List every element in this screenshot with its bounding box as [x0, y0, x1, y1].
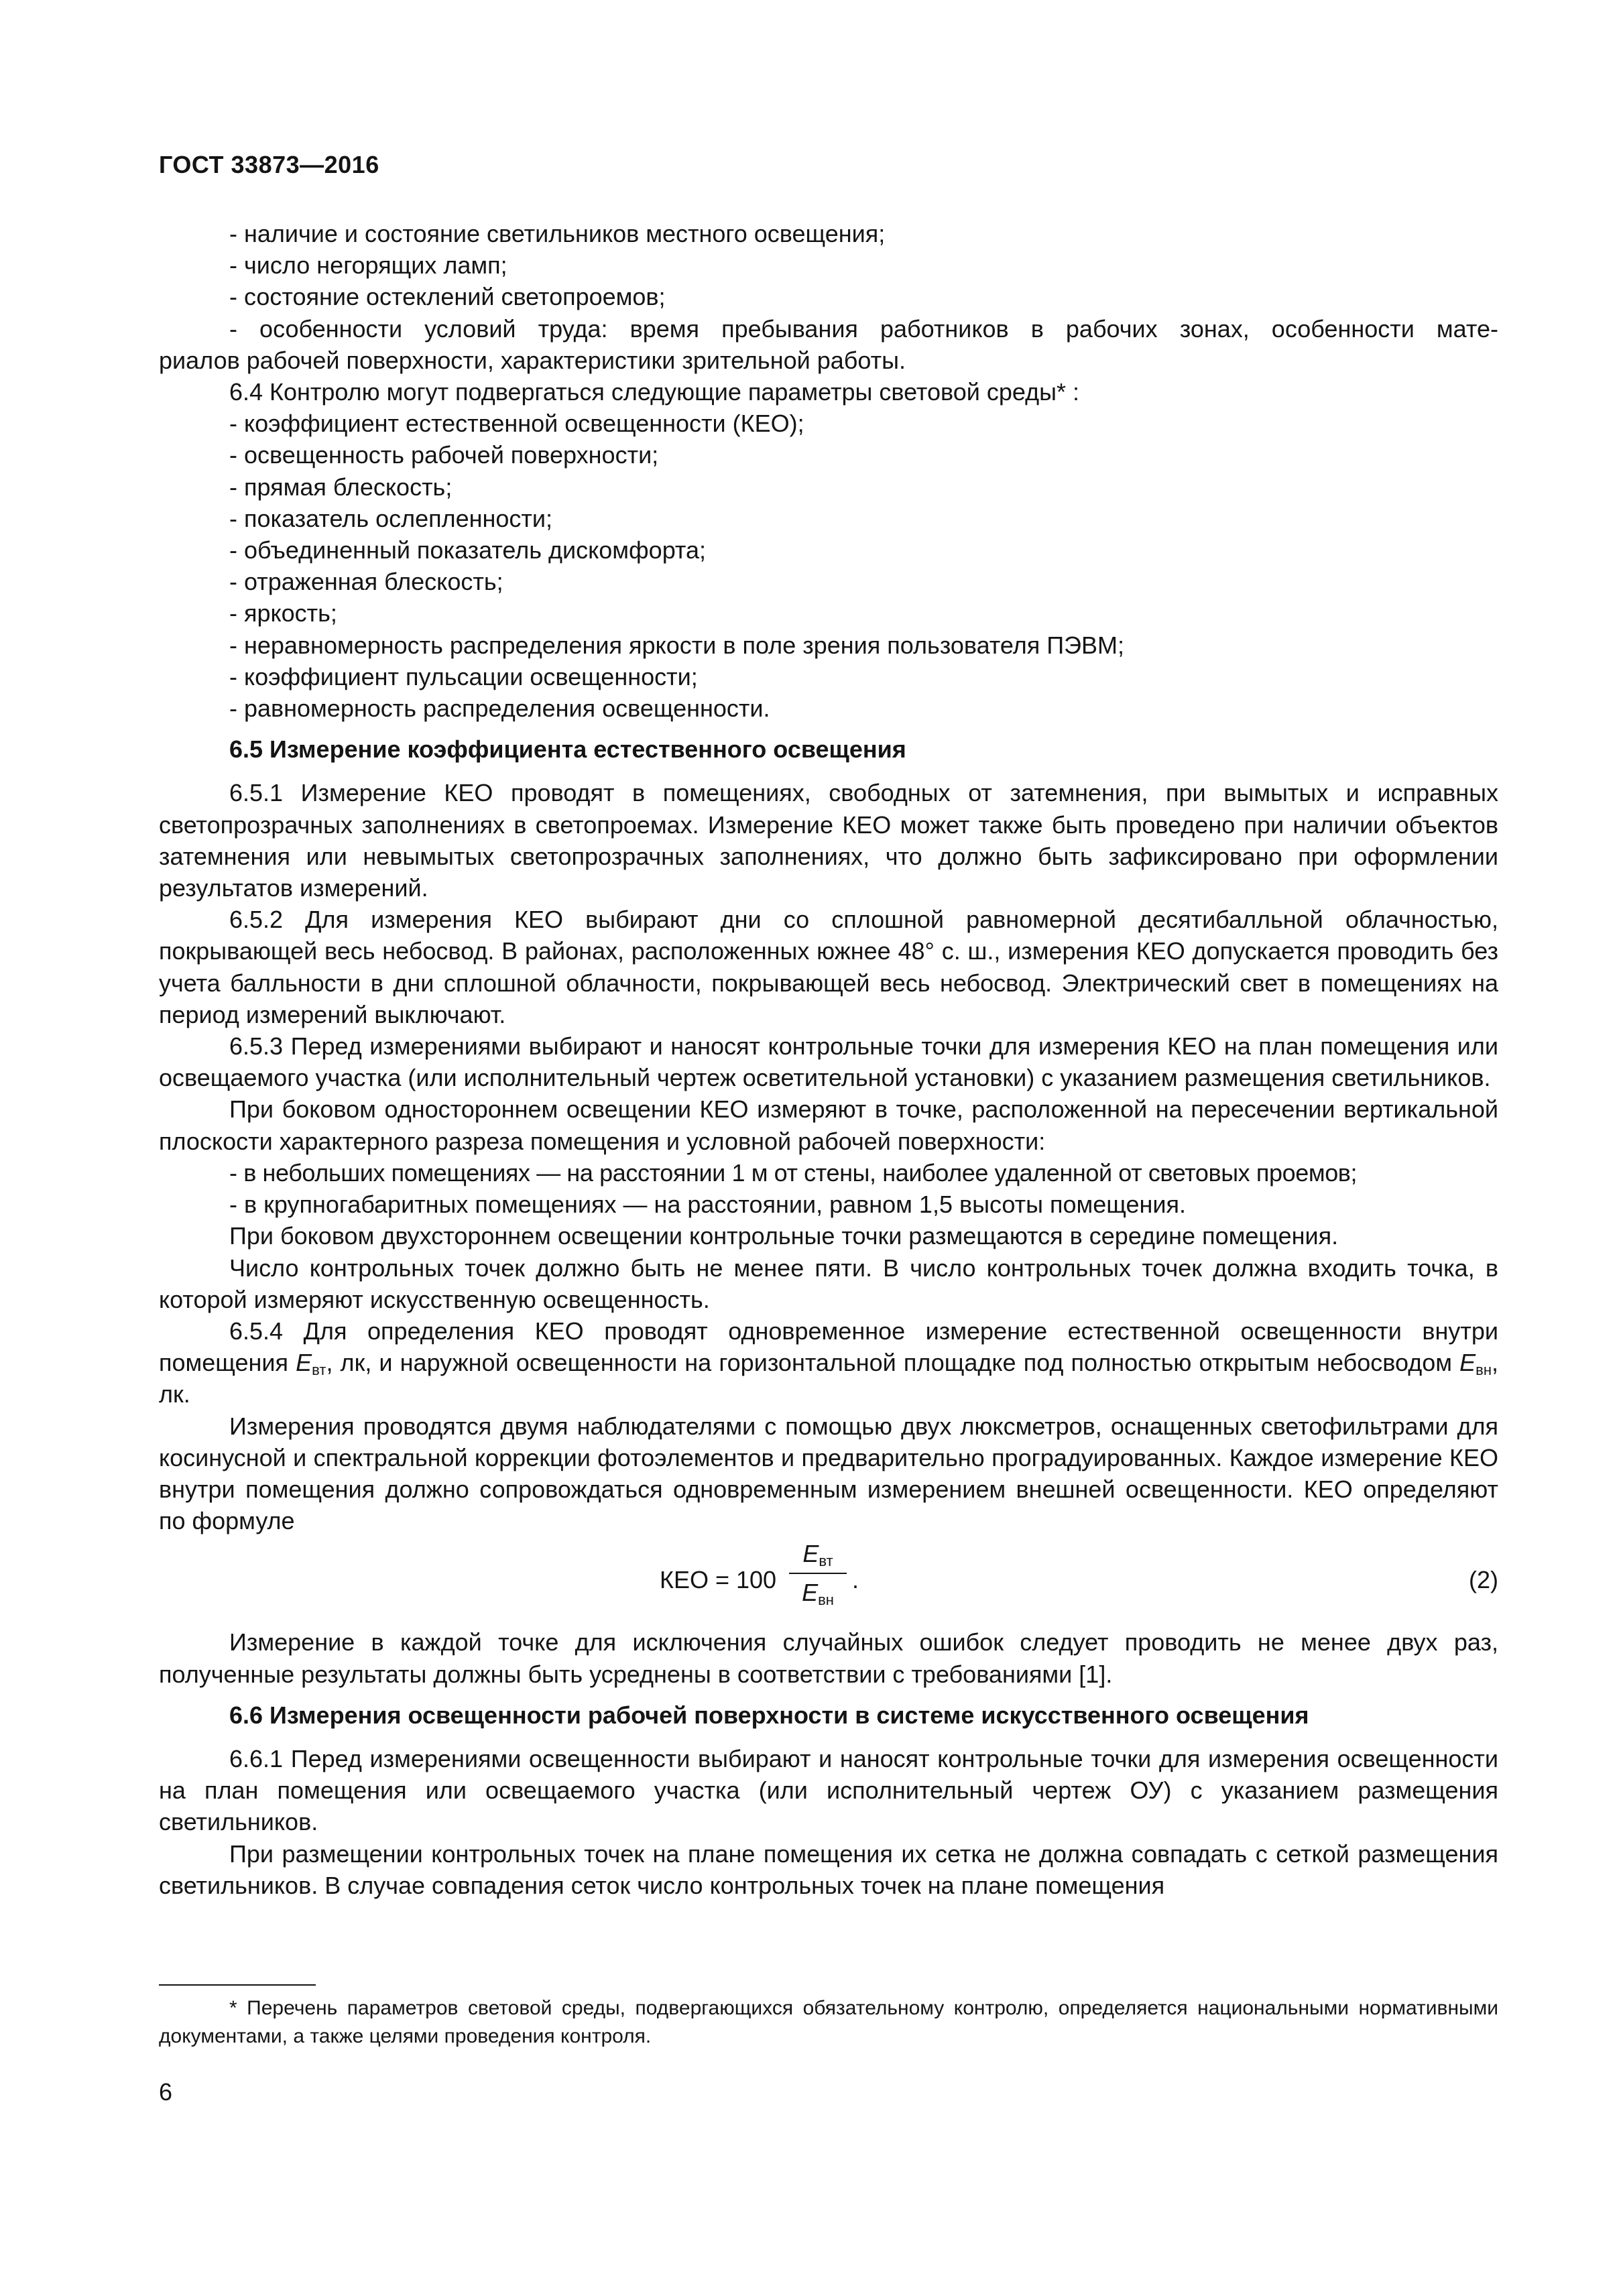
list-item: - состояние остеклений светопроемов; [229, 283, 666, 311]
list-item: - коэффициент пульсации освещенности; [229, 662, 698, 690]
section-heading-6-5: 6.5 Измерение коэффициента естественного освещения [229, 735, 906, 764]
standard-header: ГОСТ 33873—2016 [159, 151, 379, 178]
footnote: * Перечень параметров световой среды, подвергающихся обязательному контролю, определяется национальными нормативными документами, а также целями проведения контроля. [159, 1997, 1498, 2047]
list-item: - прямая блескость; [229, 473, 453, 501]
clause-6-6-1: 6.6.1 Перед измерениями освещенности выбирают и наносят контрольные точки для измерения освещенности на план помещения или освещаемого участка (или исполнительный чертеж ОУ) с указанием размещения светильников. [159, 1744, 1498, 1836]
clause-6-5-1: 6.5.1 Измерение КЕО проводят в помещениях, свободных от затемнения, при вымытых и исправных светопрозрачных заполнениях в светопроемах. Измерение КЕО может также быть проведено при наличии объектов затемнения или невымытых светопрозрачных заполнениях, что должно быть зафиксировано при оформлении результатов измерений. [159, 779, 1498, 902]
clause-6-5-4: 6.5.4 Для определения КЕО проводят одновременное измерение естественной освещенности внутри помещения $E_{вт}$, лк, и наружной освещенности на горизонтальной площадке под полностью открытым небосводом $E_{вн}$, лк. [159, 1317, 1498, 1408]
list-item: - освещенность рабочей поверхности; [229, 441, 659, 469]
list-item-continuation: риалов рабочей поверхности, характеристики зрительной работы. [159, 346, 906, 374]
list-item: - показатель ослепленности; [229, 504, 553, 532]
list-item: - в крупногабаритных помещениях — на расстоянии, равном 1,5 высоты помещения. [229, 1191, 1186, 1219]
footnote-divider [159, 1984, 316, 1986]
clause-6-5-2: 6.5.2 Для измерения КЕО выбирают дни со сплошной равномерной десятибалльной облачностью, покрывающей весь небосвод. В районах, расположенных южнее 48° с. ш., измерения КЕО допускается проводить без учета балльности в дни сплошной облачности, покрывающей весь небосвод. Электрический свет в помещениях на период измерений выключают. [159, 906, 1498, 1028]
list-item: - неравномерность распределения яркости в поле зрения пользователя ПЭВМ; [229, 631, 1124, 659]
section-heading-6-6: 6.6 Измерения освещенности рабочей поверхности в системе искусственного освещения [229, 1701, 1309, 1729]
paragraph-side-two: При боковом двухстороннем освещении контрольные точки размещаются в середине помещения. [229, 1222, 1339, 1250]
list-item: - в небольших помещениях — на расстоянии 1 м от стены, наиболее удаленной от световых проемов; [229, 1158, 1358, 1187]
paragraph-observers: Измерения проводятся двумя наблюдателями с помощью двух люксметров, оснащенных светофильтрами для косинусной и спектральной коррекции фотоэлементов и предварительно проградуированных. Каждое измерение КЕО внутри помещения должно сопровождаться одновременным измерением внешней освещенности. КЕО определяют по формуле [159, 1412, 1498, 1535]
formula-denominator: $E_{вн}$ [802, 1579, 834, 1609]
list-item: - наличие и состояние светильников местного освещения; [229, 220, 886, 247]
paragraph-side-one: При боковом одностороннем освещении КЕО измеряют в точке, расположенной на пересечении вертикальной плоскости характерного разреза помещения и условной рабочей поверхности: [159, 1095, 1498, 1155]
formula-2 [159, 1539, 1498, 1620]
list-item: - особенности условий труда: время пребывания работников в рабочих зонах, особенности мате- [229, 314, 1498, 343]
formula-lhs: КЕО = 100 [660, 1566, 777, 1594]
formula-period: . [852, 1566, 859, 1594]
list-item: - яркость; [229, 599, 337, 627]
list-item: - объединенный показатель дискомфорта; [229, 536, 707, 564]
page-body [159, 218, 1498, 1901]
equation-number: (2) [1469, 1566, 1498, 1594]
list-item: - число негорящих ламп; [229, 251, 507, 280]
formula-fraction [789, 1539, 847, 1608]
paragraph-point-count: Число контрольных точек должно быть не менее пяти. В число контрольных точек должна входить точка, в которой измеряют искусственную освещенность. [159, 1254, 1498, 1313]
paragraph-grid: При размещении контрольных точек на плане помещения их сетка не должна совпадать с сеткой размещения светильников. В случае совпадения сеток число контрольных точек на плане помещения [159, 1839, 1498, 1899]
fraction-bar [789, 1573, 847, 1574]
clause-6-4: 6.4 Контролю могут подвергаться следующие параметры световой среды* : [229, 378, 1080, 406]
list-item: - отраженная блескость; [229, 568, 503, 596]
list-item: - равномерность распределения освещенности. [229, 694, 770, 723]
formula-numerator: $E_{вт}$ [802, 1540, 833, 1570]
clause-6-5-3: 6.5.3 Перед измерениями выбирают и наносят контрольные точки для измерения КЕО на план помещения или освещаемого участка (или исполнительный чертеж осветительной установки) с указанием размещения светильников. [159, 1032, 1498, 1092]
page-number: 6 [159, 2078, 173, 2106]
paragraph-repeat: Измерение в каждой точке для исключения случайных ошибок следует проводить не менее двух раз, полученные результаты должны быть усреднены в соответствии с требованиями [1]. [159, 1628, 1498, 1688]
list-item: - коэффициент естественной освещенности (КЕО); [229, 410, 804, 438]
